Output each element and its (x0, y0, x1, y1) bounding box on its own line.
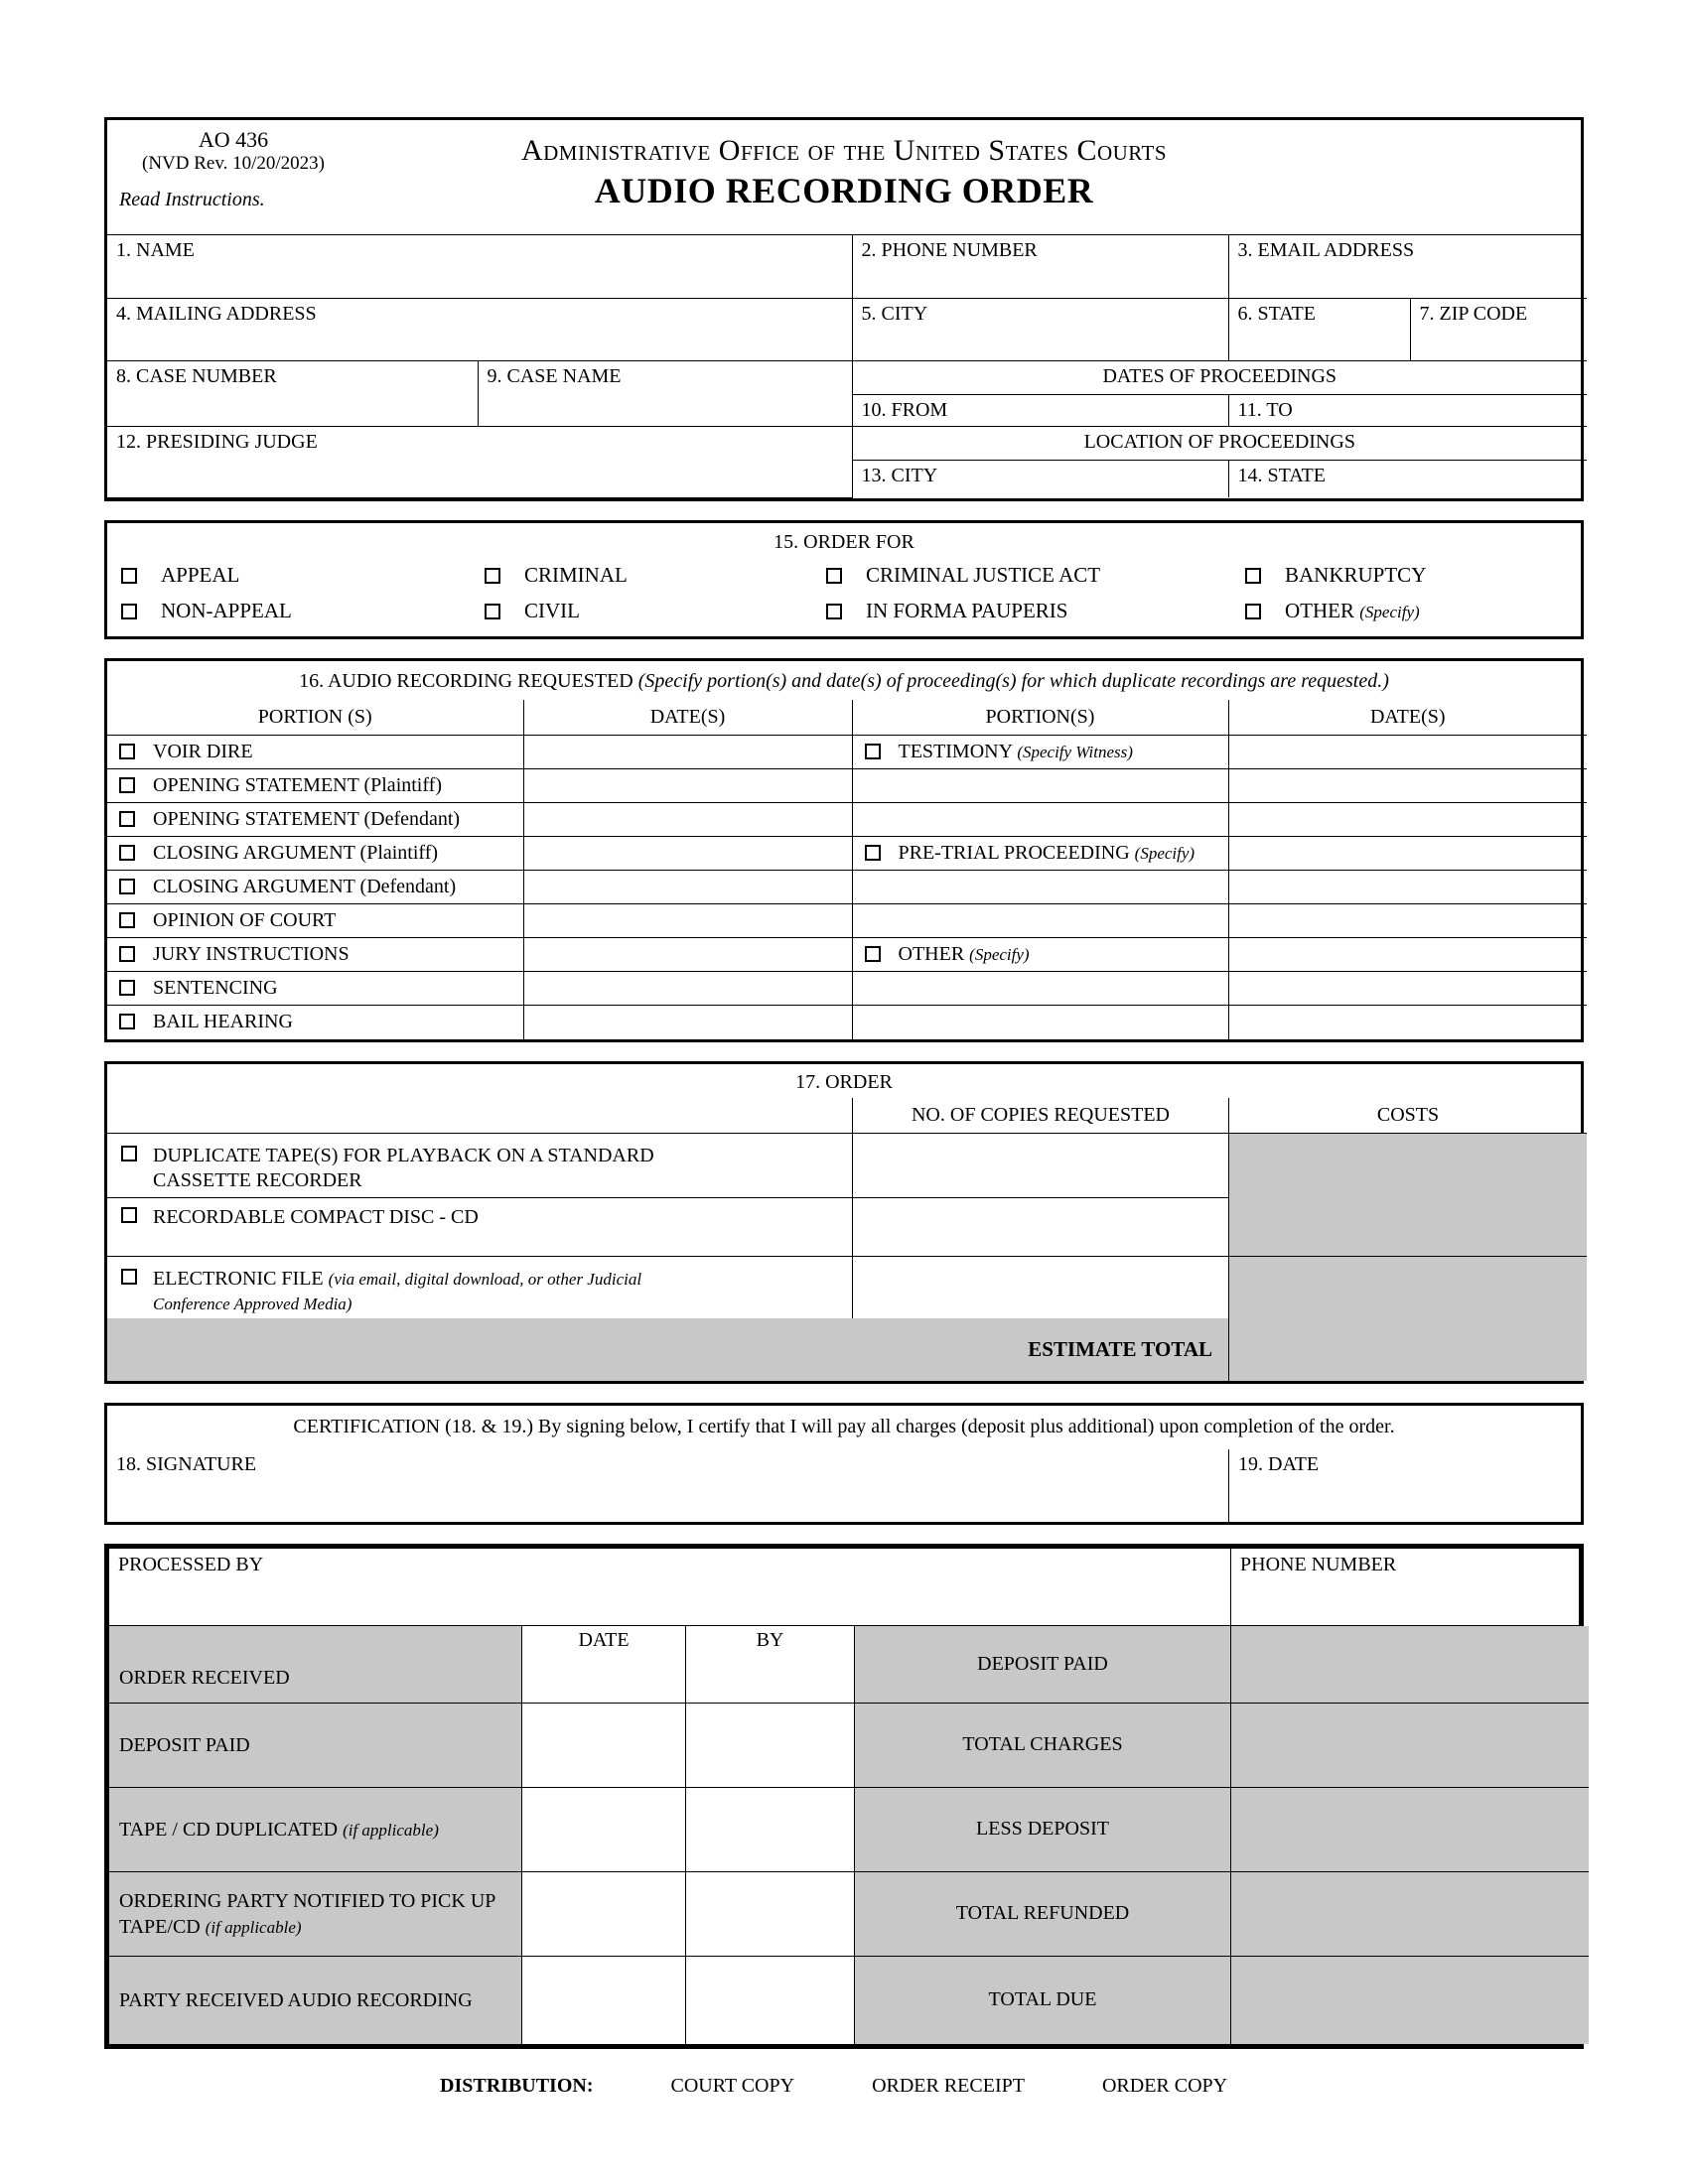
location-of-proceedings-header (852, 426, 1587, 460)
ordering-party-notified-label: ORDERING PARTY NOTIFIED TO PICK UP TAPE/CD (if applicable) (109, 1872, 521, 1957)
portion-left-header: PORTION (S) (107, 700, 523, 736)
total-charges-amount-cell[interactable] (1230, 1704, 1589, 1788)
duplicate-tape-label: DUPLICATE TAPE(S) FOR PLAYBACK ON A STANDARD CASSETTE RECORDER (153, 1144, 654, 1191)
party-notified-by-cell[interactable] (685, 1872, 854, 1957)
estimate-total-row (107, 1318, 1581, 1381)
certification-section (104, 1403, 1584, 1525)
compact-disc-label: RECORDABLE COMPACT DISC - CD (153, 1205, 479, 1228)
section-16-audio-recording-requested (104, 658, 1584, 1042)
form-header (107, 120, 1581, 235)
section-16-title-note: (Specify portion(s) and date(s) of proceeding(s) for which duplicate recordings are requested.) (637, 669, 1389, 692)
jury-instructions-dates-cell[interactable] (523, 938, 852, 972)
electronic-file-label: ELECTRONIC FILE (via email, digital download, or other Judicial Conference Approved Media) (153, 1267, 642, 1313)
media-column-header (107, 1098, 852, 1134)
section-15-title: 15. ORDER FOR (774, 530, 914, 553)
portion-right-header: PORTION(S) (852, 700, 1228, 736)
pre-trial-specify-cell[interactable] (852, 871, 1228, 904)
estimate-total-label: ESTIMATE TOTAL (1028, 1336, 1212, 1361)
case-number-field[interactable] (107, 360, 478, 426)
testimony-dates-cell[interactable] (1228, 736, 1587, 769)
section-17-title: 17. ORDER (795, 1070, 893, 1093)
section-16-title-text: 16. AUDIO RECORDING REQUESTED (299, 669, 633, 692)
recording-portions-table (107, 700, 1587, 1039)
non-appeal-checkbox[interactable] (121, 604, 137, 619)
from-label: 10. FROM (861, 398, 948, 421)
bankruptcy-label: BANKRUPTCY (1285, 563, 1427, 587)
civil-label: CIVIL (524, 599, 580, 622)
option-other[interactable] (1231, 595, 1587, 628)
to-date-field[interactable] (1228, 394, 1587, 426)
deposit-paid-amount-cell[interactable] (1230, 1626, 1589, 1704)
order-row-duplicate-tape (107, 1134, 1581, 1195)
from-date-field[interactable] (852, 394, 1228, 426)
name-label: 1. NAME (116, 239, 195, 261)
criminal-label: CRIMINAL (524, 563, 628, 587)
deposit-paid-label: DEPOSIT PAID (109, 1704, 521, 1788)
deposit-paid-amount-label: DEPOSIT PAID (854, 1626, 1230, 1704)
total-refunded-amount-cell[interactable] (1230, 1872, 1589, 1957)
bankruptcy-checkbox[interactable] (1245, 568, 1261, 584)
option-bankruptcy[interactable] (1231, 559, 1587, 593)
processed-by-header-row (109, 1549, 1579, 1626)
civil-checkbox[interactable] (485, 604, 500, 619)
testimony-checkbox[interactable] (865, 744, 881, 759)
pre-trial-specify-note: (Specify) (1134, 844, 1196, 863)
sentencing-dates-cell[interactable] (523, 972, 852, 1006)
closing-argument-plaintiff-checkbox[interactable] (119, 845, 135, 861)
case-name-label: 9. CASE NAME (487, 364, 622, 387)
opinion-of-court-checkbox[interactable] (119, 912, 135, 928)
certification-date-label: 19. DATE (1238, 1452, 1320, 1475)
location-city-label: 13. CITY (861, 464, 938, 486)
form-revision: (NVD Rev. 10/20/2023) (142, 153, 325, 174)
distribution-order-receipt: ORDER RECEIPT (872, 2074, 1025, 2097)
right-dates-cell[interactable] (1228, 972, 1587, 1006)
less-deposit-amount-cell[interactable] (1230, 1788, 1589, 1872)
processed-phone-field[interactable] (1230, 1549, 1589, 1625)
other-specify-cell[interactable] (852, 972, 1228, 1006)
compact-disc-costs-cell[interactable] (1228, 1195, 1587, 1257)
estimate-total-costs-cell[interactable] (1228, 1318, 1587, 1381)
bail-hearing-label: BAIL HEARING (153, 1011, 293, 1032)
option-appeal[interactable] (107, 559, 471, 593)
order-table-header (107, 1098, 1581, 1134)
processed-row-party-received (109, 1957, 1579, 2044)
party-received-date-cell[interactable] (521, 1957, 685, 2044)
closing-argument-plaintiff-dates-cell[interactable] (523, 837, 852, 871)
case-name-field[interactable] (478, 360, 852, 426)
opening-statement-defendant-checkbox[interactable] (119, 811, 135, 827)
closing-argument-defendant-dates-cell[interactable] (523, 871, 852, 904)
option-in-forma-pauperis[interactable] (812, 595, 1231, 628)
other-portion-checkbox[interactable] (865, 946, 881, 962)
order-received-by-cell[interactable] (685, 1626, 854, 1704)
other-portion-specify-note: (Specify) (969, 945, 1030, 964)
electronic-file-copies-cell[interactable] (852, 1257, 1228, 1321)
opening-statement-plaintiff-dates-cell[interactable] (523, 769, 852, 803)
audio-recording-order-form (104, 117, 1584, 2098)
tape-cd-duplicated-label: TAPE / CD DUPLICATED (if applicable) (109, 1788, 521, 1872)
electronic-file-costs-cell[interactable] (1228, 1257, 1587, 1321)
dates-of-proceedings-header (852, 360, 1587, 394)
distribution-court-copy: COURT COPY (670, 2074, 795, 2097)
blank-portion-cell[interactable] (852, 1006, 1228, 1039)
closing-argument-defendant-label: CLOSING ARGUMENT (Defendant) (153, 876, 457, 897)
pre-trial-proceeding-label: PRE-TRIAL PROCEEDING (898, 842, 1130, 864)
order-received-label: ORDER RECEIVED (109, 1626, 521, 1704)
voir-dire-label: VOIR DIRE (153, 741, 253, 762)
jury-instructions-label: JURY INSTRUCTIONS (153, 943, 350, 965)
agency-name: Administrative Office of the United States Courts (520, 134, 1168, 167)
section-15-order-for (104, 520, 1584, 639)
duplicate-tape-copies-cell[interactable] (852, 1134, 1228, 1198)
tape-cd-duplicated-by-cell[interactable] (685, 1788, 854, 1872)
state-field[interactable] (1228, 298, 1410, 360)
in-forma-pauperis-checkbox[interactable] (826, 604, 842, 619)
other-portion-label: OTHER (898, 943, 965, 965)
other-checkbox[interactable] (1245, 604, 1261, 619)
deposit-paid-by-cell[interactable] (685, 1704, 854, 1788)
location-state-label: 14. STATE (1237, 464, 1326, 486)
read-instructions-note: Read Instructions. (119, 189, 265, 210)
option-non-appeal[interactable] (107, 595, 471, 628)
less-deposit-label: LESS DEPOSIT (854, 1788, 1230, 1872)
voir-dire-dates-cell[interactable] (523, 736, 852, 769)
pre-trial-dates-cell[interactable] (1228, 837, 1587, 871)
party-received-by-cell[interactable] (685, 1957, 854, 2044)
processed-by-field[interactable] (109, 1549, 1230, 1625)
date-column-header: DATE (578, 1628, 630, 1651)
dates-of-proceedings-label: DATES OF PROCEEDINGS (1102, 364, 1337, 387)
processed-row-order-received (109, 1626, 1579, 1704)
mailing-address-field[interactable] (107, 298, 852, 360)
order-for-options (107, 559, 1581, 636)
party-notified-date-cell[interactable] (521, 1872, 685, 1957)
non-appeal-label: NON-APPEAL (161, 599, 292, 622)
electronic-file-checkbox[interactable] (121, 1269, 137, 1285)
right-dates-cell[interactable] (1228, 769, 1587, 803)
dates-left-header: DATE(S) (523, 700, 852, 736)
order-row-compact-disc (107, 1195, 1581, 1257)
processed-row-deposit-paid (109, 1704, 1579, 1788)
appeal-checkbox[interactable] (121, 568, 137, 584)
presiding-judge-field[interactable] (107, 426, 852, 497)
option-civil[interactable] (471, 595, 812, 628)
order-row-electronic-file (107, 1257, 1581, 1318)
pre-trial-proceeding-checkbox[interactable] (865, 845, 881, 861)
bail-hearing-checkbox[interactable] (119, 1014, 135, 1029)
by-column-header: BY (756, 1628, 784, 1651)
certification-date-field[interactable] (1228, 1449, 1587, 1522)
total-due-label: TOTAL DUE (854, 1957, 1230, 2044)
other-portion-dates-cell[interactable] (1228, 938, 1587, 972)
distribution-line (104, 2075, 1584, 2098)
state-label: 6. STATE (1237, 302, 1316, 325)
certification-fields (107, 1449, 1581, 1522)
opening-statement-plaintiff-checkbox[interactable] (119, 777, 135, 793)
right-dates-cell[interactable] (1228, 904, 1587, 938)
electronic-file-note: (via email, digital download, or other Judicial Conference Approved Media) (153, 1269, 642, 1313)
name-field[interactable] (107, 235, 852, 298)
certification-text: CERTIFICATION (18. & 19.) By signing below, I certify that I will pay all charges (deposit plus additional) upon completion of the order. (293, 1415, 1395, 1437)
duplicate-tape-costs-cell[interactable] (1228, 1134, 1587, 1198)
right-dates-cell[interactable] (1228, 871, 1587, 904)
criminal-justice-act-checkbox[interactable] (826, 568, 842, 584)
testimony-label: TESTIMONY (898, 741, 1013, 762)
total-refunded-label: TOTAL REFUNDED (854, 1872, 1230, 1957)
processed-row-tape-duplicated (109, 1788, 1579, 1872)
option-criminal[interactable] (471, 559, 812, 593)
bail-hearing-dates-cell[interactable] (523, 1006, 852, 1039)
compact-disc-copies-cell[interactable] (852, 1195, 1228, 1257)
total-due-amount-cell[interactable] (1230, 1957, 1589, 2044)
form-number: AO 436 (198, 127, 269, 152)
tape-cd-if-applicable-note: (if applicable) (343, 1820, 439, 1840)
city-label: 5. CITY (861, 302, 928, 325)
phone-field[interactable] (852, 235, 1228, 298)
email-field[interactable] (1228, 235, 1587, 298)
location-city-field[interactable] (852, 460, 1228, 497)
dates-right-header: DATE(S) (1228, 700, 1587, 736)
party-notified-if-applicable-note: (if applicable) (205, 1917, 302, 1937)
voir-dire-checkbox[interactable] (119, 744, 135, 759)
duplicate-tape-checkbox[interactable] (121, 1146, 137, 1161)
tape-cd-duplicated-date-cell[interactable] (521, 1788, 685, 1872)
city-field[interactable] (852, 298, 1228, 360)
to-label: 11. TO (1237, 398, 1293, 421)
order-received-date-cell[interactable] (521, 1626, 685, 1704)
form-id-block (119, 127, 348, 211)
option-criminal-justice-act[interactable] (812, 559, 1231, 593)
sentencing-checkbox[interactable] (119, 980, 135, 996)
other-specify-note: (Specify) (1359, 603, 1420, 621)
costs-column-header: COSTS (1228, 1098, 1587, 1134)
opinion-of-court-label: OPINION OF COURT (153, 909, 337, 931)
closing-argument-plaintiff-label: CLOSING ARGUMENT (Plaintiff) (153, 842, 439, 864)
other-label: OTHER (Specify) (1285, 599, 1420, 622)
blank-portion-cell[interactable] (852, 904, 1228, 938)
jury-instructions-checkbox[interactable] (119, 946, 135, 962)
location-of-proceedings-label: LOCATION OF PROCEEDINGS (1083, 430, 1355, 453)
sentencing-label: SENTENCING (153, 977, 278, 999)
presiding-judge-label: 12. PRESIDING JUDGE (116, 430, 318, 453)
signature-label: 18. SIGNATURE (116, 1452, 257, 1475)
zip-label: 7. ZIP CODE (1419, 302, 1528, 325)
right-dates-cell[interactable] (1228, 1006, 1587, 1039)
mailing-address-label: 4. MAILING ADDRESS (116, 302, 317, 325)
section-16-title (107, 661, 1581, 700)
testimony-specify-note: (Specify Witness) (1017, 743, 1133, 761)
distribution-label: DISTRIBUTION: (440, 2074, 594, 2097)
in-forma-pauperis-label: IN FORMA PAUPERIS (866, 599, 1068, 622)
section-17-order (104, 1061, 1584, 1384)
copies-column-header: NO. OF COPIES REQUESTED (852, 1098, 1228, 1134)
processed-phone-label: PHONE NUMBER (1240, 1553, 1397, 1575)
criminal-justice-act-label: CRIMINAL JUSTICE ACT (866, 563, 1101, 587)
location-state-field[interactable] (1228, 460, 1587, 497)
email-label: 3. EMAIL ADDRESS (1237, 239, 1415, 261)
phone-label: 2. PHONE NUMBER (861, 239, 1038, 261)
case-number-label: 8. CASE NUMBER (116, 364, 277, 387)
processed-by-section (104, 1544, 1584, 2049)
testimony-specify-cell[interactable] (852, 769, 1228, 803)
opinion-of-court-dates-cell[interactable] (523, 904, 852, 938)
total-charges-label: TOTAL CHARGES (854, 1704, 1230, 1788)
deposit-paid-date-cell[interactable] (521, 1704, 685, 1788)
distribution-order-copy: ORDER COPY (1101, 2074, 1228, 2097)
contact-case-table (107, 235, 1587, 498)
right-dates-cell[interactable] (1228, 803, 1587, 837)
criminal-checkbox[interactable] (485, 568, 500, 584)
blank-portion-cell[interactable] (852, 803, 1228, 837)
closing-argument-defendant-checkbox[interactable] (119, 879, 135, 894)
processed-by-label: PROCESSED BY (118, 1553, 264, 1575)
opening-statement-plaintiff-label: OPENING STATEMENT (Plaintiff) (153, 774, 442, 796)
compact-disc-checkbox[interactable] (121, 1207, 137, 1223)
appeal-label: APPEAL (161, 563, 240, 587)
opening-statement-defendant-label: OPENING STATEMENT (Defendant) (153, 808, 461, 830)
signature-field[interactable] (107, 1449, 1228, 1522)
zip-field[interactable] (1410, 298, 1587, 360)
header-and-contact-section (104, 117, 1584, 501)
processed-row-party-notified (109, 1872, 1579, 1957)
opening-statement-defendant-dates-cell[interactable] (523, 803, 852, 837)
party-received-label: PARTY RECEIVED AUDIO RECORDING (109, 1957, 521, 2044)
page-title: AUDIO RECORDING ORDER (594, 171, 1094, 210)
